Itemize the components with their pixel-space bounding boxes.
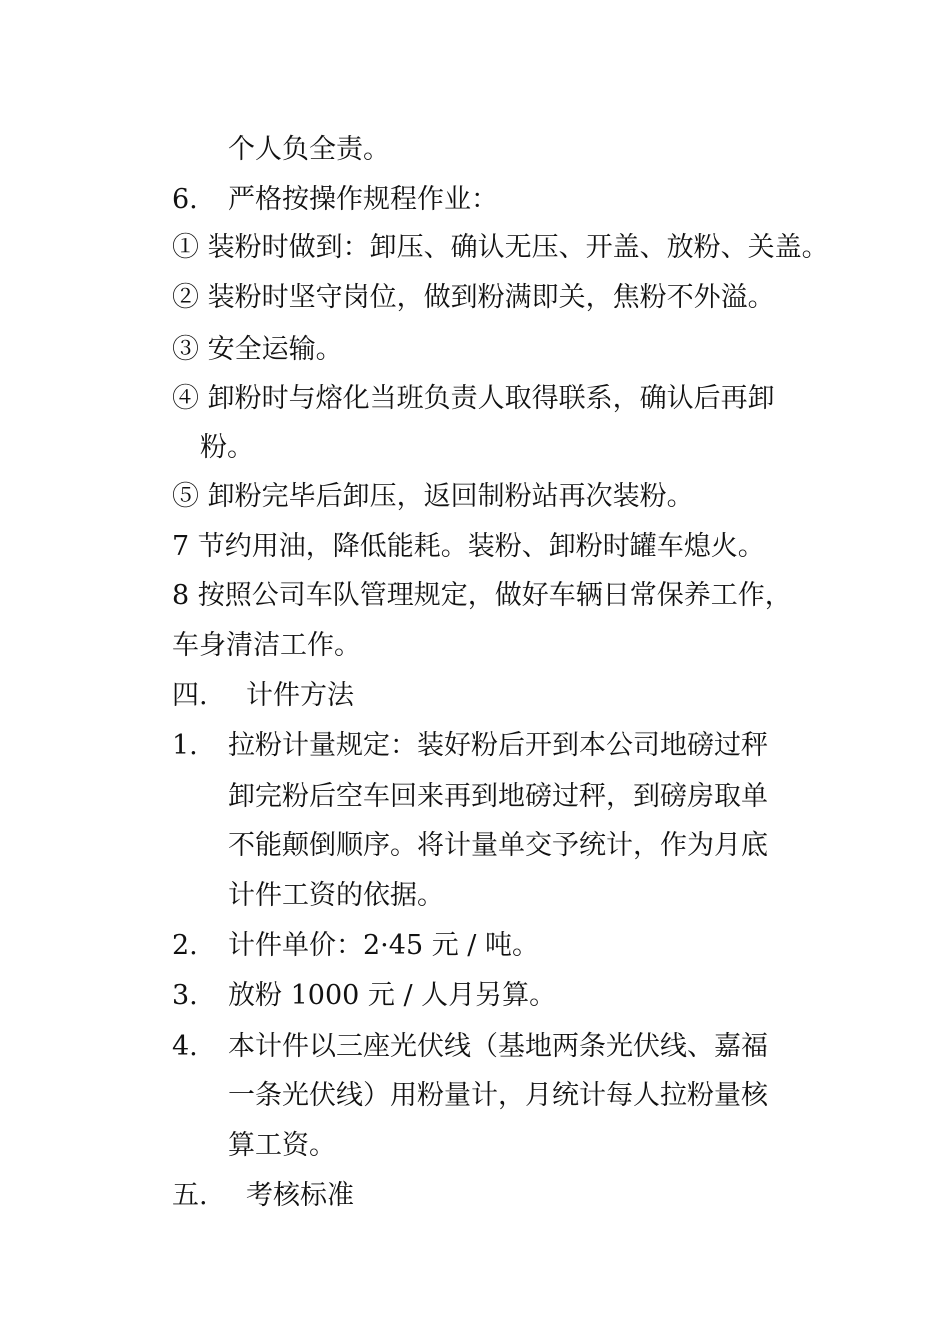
point-1-line-4: 计件工资的依据。 [228,880,444,911]
sub-item-4-line-2: 粉。 [200,432,254,463]
section-4-title: 计件方法 [246,680,354,711]
point-1-line-3: 不能颠倒顺序。将计量单交予统计，作为月底 [228,830,768,861]
section-5-number: 五. [172,1180,208,1211]
item-8-line-2: 车身清洁工作。 [172,630,361,661]
point-1-line-2: 卸完粉后空车回来再到地磅过秤，到磅房取单 [228,781,768,812]
sub-item-4-line-1: ④ 卸粉时与熔化当班负责人取得联系，确认后再卸 [172,383,775,414]
point-4-line-1: 本计件以三座光伏线（基地两条光伏线、嘉福 [228,1031,768,1062]
point-4-line-2: 一条光伏线）用粉量计，月统计每人拉粉量核 [228,1080,768,1111]
point-4-number: 4. [172,1031,198,1062]
sub-item-1: ① 装粉时做到：卸压、确认无压、开盖、放粉、关盖。 [172,232,829,263]
section-5-title: 考核标准 [246,1180,354,1211]
point-4-line-3: 算工资。 [228,1130,336,1161]
sub-item-3: ③ 安全运输。 [172,334,343,365]
point-2-number: 2. [172,930,198,961]
point-1-line-1: 拉粉计量规定：装好粉后开到本公司地磅过秤 [228,730,768,761]
sub-item-2: ② 装粉时坚守岗位，做到粉满即关，焦粉不外溢。 [172,282,775,313]
item-8-line-1: 8 按照公司车队管理规定，做好车辆日常保养工作， [172,580,792,611]
point-3-number: 3. [172,980,198,1011]
point-1-number: 1. [172,730,198,761]
continuation-line: 个人负全责。 [228,134,390,165]
item-6-text: 严格按操作规程作业： [228,184,498,215]
point-3-text: 放粉 1000 元 / 人月另算。 [228,980,557,1011]
point-2-text: 计件单价：2·45 元 / 吨。 [228,930,539,961]
item-7: 7 节约用油，降低能耗。装粉、卸粉时罐车熄火。 [172,531,765,562]
item-6-number: 6. [172,184,198,215]
sub-item-5: ⑤ 卸粉完毕后卸压，返回制粉站再次装粉。 [172,481,694,512]
section-4-number: 四. [172,680,208,711]
